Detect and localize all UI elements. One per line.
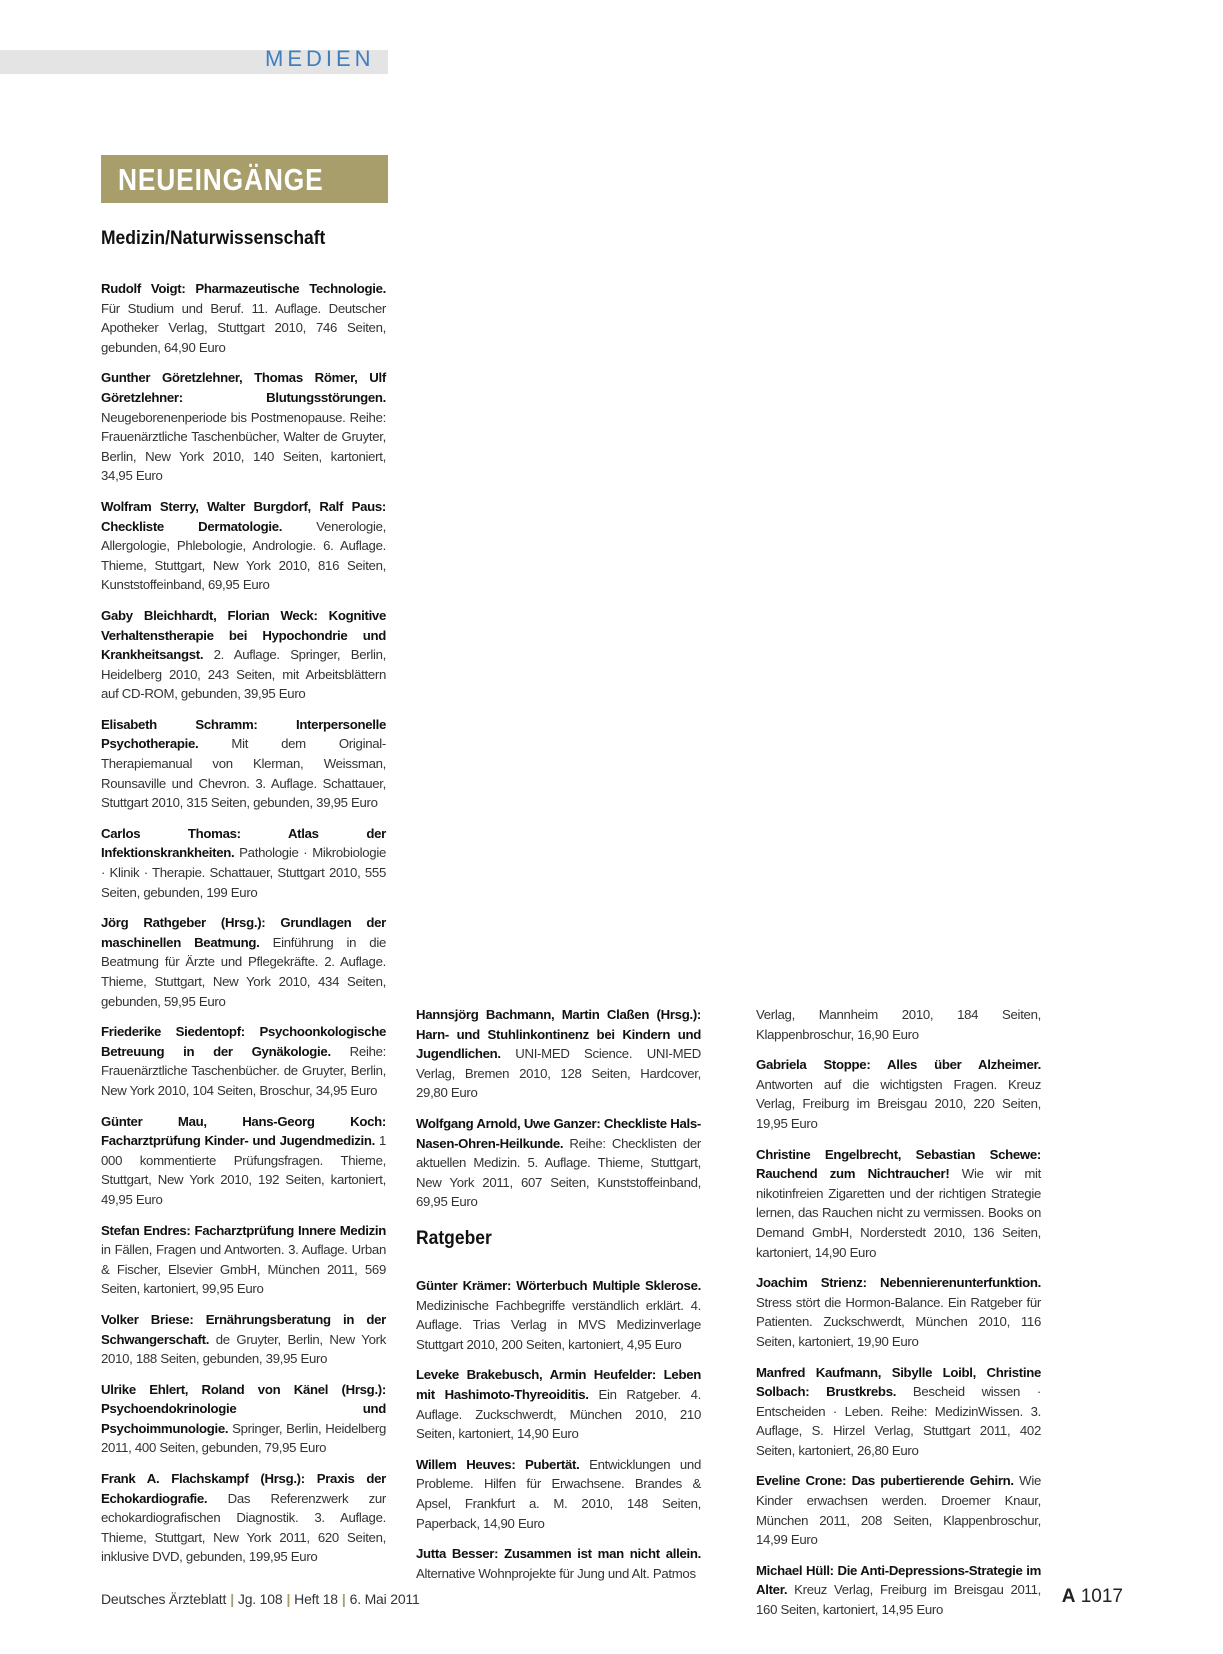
book-title: Leveke Brakebusch, Armin Heufelder: Leben mit Hashimoto-Thyreoiditis.	[416, 1367, 701, 1402]
book-details: Kreuz Verlag, Freiburg im Breisgau 2011, 160 Seiten, kartoniert, 14,95 Euro	[756, 1582, 1041, 1618]
book-title: Christine Engelbrecht, Sebastian Schewe: Rauchend zum Nichtraucher!	[756, 1146, 1041, 1182]
column-1	[101, 279, 386, 1578]
footer-volume: Jg. 108	[237, 1591, 283, 1607]
book-title: Gabriela Stoppe: Alles über Alzheimer.	[756, 1057, 1041, 1073]
book-entry	[416, 1455, 701, 1533]
book-entry	[101, 279, 386, 357]
book-entry	[101, 1469, 386, 1567]
book-entry	[756, 1005, 1041, 1044]
book-entry	[756, 1273, 1041, 1351]
column-2-top	[416, 1005, 701, 1223]
book-title: Gaby Bleichhardt, Florian Weck: Kognitive Verhaltenstherapie bei Hypochondrie und Krankheitsangst.	[101, 607, 386, 663]
book-details: Einführung in die Beatmung für Ärzte und Pflegekräfte. 2. Auflage. Thieme, Stuttgart, New York 2010, 434 Seiten, gebunden, 59,95 Euro	[101, 934, 386, 1009]
book-title: Wolfram Sterry, Walter Burgdorf, Ralf Paus: Checkliste Dermatologie.	[101, 498, 386, 534]
book-entry	[416, 1005, 701, 1103]
footer-separator: |	[286, 1591, 291, 1607]
book-entry	[756, 1561, 1041, 1620]
book-entry	[101, 1310, 386, 1369]
footer-journal: Deutsches Ärzteblatt	[101, 1591, 227, 1607]
book-entry	[101, 606, 386, 704]
book-title: Günter Mau, Hans-Georg Koch: Facharztprüfung Kinder- und Jugendmedizin.	[101, 1113, 386, 1149]
book-title: Michael Hüll: Die Anti-Depressions-Strategie im Alter.	[756, 1562, 1041, 1598]
category-heading-medizin: Medizin/Naturwissenschaft	[101, 228, 326, 249]
book-title: Friederike Siedentopf: Psychoonkologische Betreuung in der Gynäkologie.	[101, 1024, 386, 1059]
book-title: Hannsjörg Bachmann, Martin Claßen (Hrsg.): Harn- und Stuhlinkontinenz bei Kindern und Jugendlichen.	[416, 1007, 701, 1062]
footer-issue: Heft 18	[294, 1591, 338, 1607]
book-entry	[101, 824, 386, 902]
book-details: Mit dem Original-Therapiemanual von Klerman, Weissman, Rounsaville und Chevron. 3. Auflage. Schattauer, Stuttgart 2010, 315 Seiten, gebunden, 39,95 Euro	[101, 736, 386, 811]
book-title: Joachim Strienz: Nebennierenunterfunktion.	[756, 1275, 1041, 1291]
book-title: Volker Briese: Ernährungsberatung in der Schwangerschaft.	[101, 1311, 386, 1347]
book-details: Neugeborenenperiode bis Postmenopause. Reihe: Frauenärztliche Taschenbücher, Walter de Gruyter, Berlin, New York 2010, 140 Seiten, kartoniert, 34,95 Euro	[101, 409, 386, 484]
book-title: Stefan Endres: Facharztprüfung Innere Medizin	[101, 1222, 386, 1238]
book-title: Rudolf Voigt: Pharmazeutische Technologie.	[101, 281, 386, 296]
book-details: Für Studium und Beruf. 11. Auflage. Deutscher Apotheker Verlag, Stuttgart 2010, 746 Seiten, gebunden, 64,90 Euro	[101, 300, 386, 355]
book-details: Bescheid wissen · Entscheiden · Leben. Reihe: MedizinWissen. 3. Auflage, S. Hirzel Verlag, Stuttgart 2011, 402 Seiten, kartoniert, 26,80 Euro	[756, 1384, 1041, 1458]
book-entry	[416, 1365, 701, 1443]
book-details: Verlag, Mannheim 2010, 184 Seiten, Klappenbroschur, 16,90 Euro	[756, 1007, 1041, 1042]
book-title: Eveline Crone: Das pubertierende Gehirn.	[756, 1473, 1014, 1489]
footer-separator: |	[230, 1591, 234, 1607]
book-entry	[101, 1221, 386, 1299]
section-title-box	[101, 155, 388, 203]
book-entry	[756, 1055, 1041, 1133]
column-3	[756, 1005, 1041, 1631]
page-prefix: A	[1061, 1586, 1076, 1607]
book-entry	[756, 1471, 1041, 1549]
book-title: Jörg Rathgeber (Hrsg.): Grundlagen der maschinellen Beatmung.	[101, 915, 386, 950]
page-number-value: 1017	[1080, 1586, 1123, 1607]
book-entry	[101, 1112, 386, 1210]
column-2-ratgeber	[416, 1276, 701, 1594]
page-number	[1062, 1586, 1123, 1608]
book-details: Pathologie · Mikrobiologie · Klinik · Therapie. Schattauer, Stuttgart 2010, 555 Seiten, gebunden, 199 Euro	[101, 845, 386, 900]
book-title: Manfred Kaufmann, Sibylle Loibl, Christine Solbach: Brustkrebs.	[756, 1364, 1041, 1400]
book-details: in Fällen, Fragen und Antworten. 3. Auflage. Urban & Fischer, Elsevier GmbH, München 2011, 569 Seiten, kartoniert, 99,95 Euro	[101, 1242, 386, 1297]
book-details: Springer, Berlin, Heidelberg 2011, 400 Seiten, gebunden, 79,95 Euro	[101, 1420, 386, 1456]
book-entry	[756, 1145, 1041, 1263]
book-title: Elisabeth Schramm: Interpersonelle Psychotherapie.	[101, 716, 386, 752]
book-details: Wie wir mit nikotinfreien Zigaretten und der richtigen Strategie lernen, das Rauchen nicht zu vermissen. Books on Demand GmbH, Norderstedt 2010, 136 Seiten, kartoniert, 14,90 Euro	[756, 1166, 1041, 1260]
book-entry	[101, 1380, 386, 1458]
book-details: Wie Kinder erwachsen werden. Droemer Knaur, München 2011, 208 Seiten, Klappenbroschur, 14,99 Euro	[756, 1473, 1041, 1548]
book-details: Ein Ratgeber. 4. Auflage. Zuckschwerdt, München 2010, 210 Seiten, kartoniert, 14,90 Euro	[416, 1386, 702, 1442]
book-entry	[101, 368, 386, 486]
book-details: Venerologie, Allergologie, Phlebologie, Andrologie. 6. Auflage. Thieme, Stuttgart, New York 2010, 816 Seiten, Kunststoffeinband, 69,95 Euro	[101, 518, 386, 593]
footer-date: 6. Mai 2011	[349, 1591, 420, 1607]
book-details: Reihe: Frauenärztliche Taschenbücher. de Gruyter, Berlin, New York 2010, 104 Seiten, Broschur, 34,95 Euro	[101, 1043, 387, 1098]
book-details: Entwicklungen und Probleme. Hilfen für Erwachsene. Brandes & Apsel, Frankfurt a. M. 2010, 148 Seiten, Paperback, 14,90 Euro	[416, 1456, 701, 1531]
book-details: Stress stört die Hormon-Balance. Ein Ratgeber für Patienten. Zuckschwerdt, München 2010, 116 Seiten, kartoniert, 19,90 Euro	[756, 1294, 1041, 1349]
book-details: 2. Auflage. Springer, Berlin, Heidelberg 2010, 243 Seiten, mit Arbeitsblättern auf CD-ROM, gebunden, 39,95 Euro	[101, 647, 386, 702]
book-details: Alternative Wohnprojekte für Jung und Alt. Patmos	[416, 1565, 696, 1581]
book-entry	[101, 497, 386, 595]
book-details: Medizinische Fachbegriffe verständlich erklärt. 4. Auflage. Trias Verlag in MVS Medizinverlage Stuttgart 2010, 200 Seiten, kartoniert, 4,95 Euro	[416, 1297, 701, 1352]
section-label: MEDIEN	[265, 46, 375, 71]
book-details: de Gruyter, Berlin, New York 2010, 188 Seiten, gebunden, 39,95 Euro	[101, 1331, 386, 1367]
footer-separator: |	[341, 1591, 346, 1607]
book-details: Antworten auf die wichtigsten Fragen. Kreuz Verlag, Freiburg im Breisgau 2010, 220 Seiten, 19,95 Euro	[756, 1076, 1041, 1131]
book-details: Das Referenzwerk zur echokardiografischen Diagnostik. 3. Auflage. Thieme, Stuttgart, New York 2011, 620 Seiten, inklusive DVD, gebunden, 199,95 Euro	[101, 1490, 386, 1565]
footer-citation	[101, 1591, 420, 1607]
book-title: Frank A. Flachskampf (Hrsg.): Praxis der Echokardiografie.	[101, 1471, 386, 1506]
book-entry	[416, 1276, 701, 1354]
book-details: Reihe: Checklisten der aktuellen Medizin. 5. Auflage. Thieme, Stuttgart, New York 2011, 607 Seiten, Kunststoffeinband, 69,95 Euro	[416, 1135, 701, 1210]
book-entry	[756, 1363, 1041, 1461]
book-entry	[101, 1022, 386, 1100]
book-title: Ulrike Ehlert, Roland von Känel (Hrsg.): Psychoendokrinologie und Psychoimmunologie.	[101, 1381, 386, 1436]
book-entry	[416, 1114, 701, 1212]
book-title: Günter Krämer: Wörterbuch Multiple Sklerose.	[416, 1278, 701, 1293]
book-details: 1 000 kommentierte Prüfungsfragen. Thieme, Stuttgart, New York 2010, 192 Seiten, kartoniert, 49,95 Euro	[101, 1133, 386, 1207]
book-entry	[101, 913, 386, 1011]
book-title: Willem Heuves: Pubertät.	[416, 1456, 580, 1472]
category-heading-ratgeber: Ratgeber	[416, 1228, 492, 1249]
book-title: Gunther Göretzlehner, Thomas Römer, Ulf Göretzlehner: Blutungsstörungen.	[101, 370, 386, 405]
book-details: UNI-MED Science. UNI-MED Verlag, Bremen 2010, 128 Seiten, Hardcover, 29,80 Euro	[416, 1046, 701, 1101]
book-title: Wolfgang Arnold, Uwe Ganzer: Checkliste Hals-Nasen-Ohren-Heilkunde.	[416, 1115, 701, 1151]
book-entry	[416, 1544, 701, 1583]
book-title: Carlos Thomas: Atlas der Infektionskrankheiten.	[101, 825, 386, 861]
section-title: NEUEINGÄNGE	[118, 162, 324, 197]
book-entry	[101, 715, 386, 813]
book-title: Jutta Besser: Zusammen ist man nicht allein.	[416, 1546, 701, 1562]
